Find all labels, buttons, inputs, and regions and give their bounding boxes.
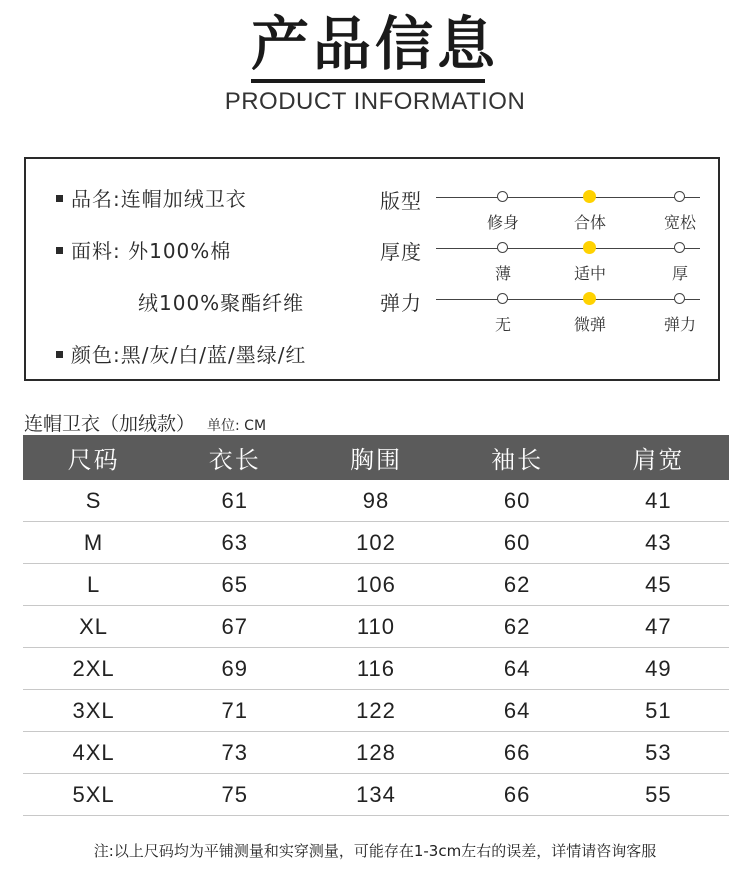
table-row <box>23 774 729 816</box>
cell-sleeve: 60 <box>447 480 588 522</box>
cell-length: 65 <box>164 564 305 606</box>
table-title: 连帽卫衣（加绒款） <box>24 413 196 435</box>
cell-shoulder: 49 <box>588 648 729 690</box>
cell-sleeve: 66 <box>447 774 588 816</box>
header-length: 衣长 <box>164 435 305 480</box>
cell-shoulder: 53 <box>588 732 729 774</box>
scale-option-label: 修身 <box>486 213 519 232</box>
table-body <box>23 480 729 816</box>
bullet-icon <box>56 351 63 358</box>
table-unit: 单位: CM <box>207 418 267 434</box>
page-title: 产品信息 <box>250 10 499 78</box>
fabric-outer: 面料: 外100%棉 <box>71 239 232 263</box>
header-shoulder: 肩宽 <box>588 435 729 480</box>
cell-size: XL <box>23 606 164 648</box>
table-row <box>23 732 729 774</box>
cell-length: 71 <box>164 690 305 732</box>
table-row <box>23 564 729 606</box>
selected-dot-icon <box>583 292 596 305</box>
cell-sleeve: 62 <box>447 606 588 648</box>
scale-option-label: 弹力 <box>663 315 696 334</box>
cell-chest: 98 <box>305 480 446 522</box>
cell-sleeve: 66 <box>447 732 588 774</box>
table-caption <box>24 409 266 436</box>
scale-dot-icon <box>674 242 685 253</box>
cell-shoulder: 47 <box>588 606 729 648</box>
cell-size: L <box>23 564 164 606</box>
table-header-row <box>23 435 729 480</box>
cell-sleeve: 64 <box>447 690 588 732</box>
attribute-row <box>380 189 700 237</box>
colors: 颜色:黑/灰/白/蓝/墨绿/红 <box>71 343 307 367</box>
cell-sleeve: 64 <box>447 648 588 690</box>
scale-option-label: 适中 <box>573 264 606 283</box>
cell-chest: 134 <box>305 774 446 816</box>
cell-shoulder: 45 <box>588 564 729 606</box>
product-name-line <box>56 183 247 212</box>
attribute-label: 厚度 <box>380 240 422 264</box>
cell-chest: 106 <box>305 564 446 606</box>
cell-size: S <box>23 480 164 522</box>
cell-shoulder: 51 <box>588 690 729 732</box>
cell-length: 67 <box>164 606 305 648</box>
cell-shoulder: 43 <box>588 522 729 564</box>
page-subtitle: PRODUCT INFORMATION <box>224 88 526 115</box>
product-info-box <box>24 157 720 381</box>
fabric-line <box>56 235 231 264</box>
scale-option-label: 无 <box>494 315 511 334</box>
cell-shoulder: 55 <box>588 774 729 816</box>
cell-size: M <box>23 522 164 564</box>
cell-length: 75 <box>164 774 305 816</box>
scale-dot-icon <box>497 242 508 253</box>
scale-dot-icon <box>497 191 508 202</box>
cell-length: 61 <box>164 480 305 522</box>
title-underline <box>251 79 485 83</box>
table-row <box>23 606 729 648</box>
table-row <box>23 690 729 732</box>
cell-sleeve: 60 <box>447 522 588 564</box>
scale-dot-icon <box>674 293 685 304</box>
cell-chest: 102 <box>305 522 446 564</box>
header-sleeve: 袖长 <box>447 435 588 480</box>
attribute-label: 弹力 <box>380 291 422 315</box>
cell-chest: 128 <box>305 732 446 774</box>
cell-size: 5XL <box>23 774 164 816</box>
scale-option-label: 微弹 <box>573 315 606 334</box>
cell-length: 73 <box>164 732 305 774</box>
scale-option-label: 宽松 <box>663 213 696 232</box>
attribute-scale-line <box>436 197 700 198</box>
size-table <box>23 435 729 816</box>
bullet-icon <box>56 247 63 254</box>
measurement-note: 注:以上尺码均为平铺测量和实穿测量，可能存在1-3cm左右的误差，详情请咨询客服 <box>93 842 657 860</box>
scale-option-label: 薄 <box>494 264 511 283</box>
table-row <box>23 480 729 522</box>
table-row <box>23 522 729 564</box>
attribute-row <box>380 291 700 339</box>
cell-length: 69 <box>164 648 305 690</box>
scale-option-label: 合体 <box>573 213 606 232</box>
cell-chest: 122 <box>305 690 446 732</box>
attribute-label: 版型 <box>380 189 422 213</box>
cell-shoulder: 41 <box>588 480 729 522</box>
selected-dot-icon <box>583 190 596 203</box>
scale-dot-icon <box>674 191 685 202</box>
bullet-icon <box>56 195 63 202</box>
scale-dot-icon <box>497 293 508 304</box>
cell-length: 63 <box>164 522 305 564</box>
product-name: 品名:连帽加绒卫衣 <box>71 187 247 211</box>
cell-chest: 110 <box>305 606 446 648</box>
attribute-row <box>380 240 700 288</box>
attribute-scale-line <box>436 248 700 249</box>
table-row <box>23 648 729 690</box>
selected-dot-icon <box>583 241 596 254</box>
header-size: 尺码 <box>23 435 164 480</box>
fabric-lining: 绒100%聚酯纤维 <box>138 291 305 315</box>
cell-size: 3XL <box>23 690 164 732</box>
cell-size: 4XL <box>23 732 164 774</box>
header-chest: 胸围 <box>305 435 446 480</box>
attribute-scale-line <box>436 299 700 300</box>
cell-chest: 116 <box>305 648 446 690</box>
scale-option-label: 厚 <box>671 264 688 283</box>
cell-size: 2XL <box>23 648 164 690</box>
cell-sleeve: 62 <box>447 564 588 606</box>
colors-line <box>56 339 306 368</box>
